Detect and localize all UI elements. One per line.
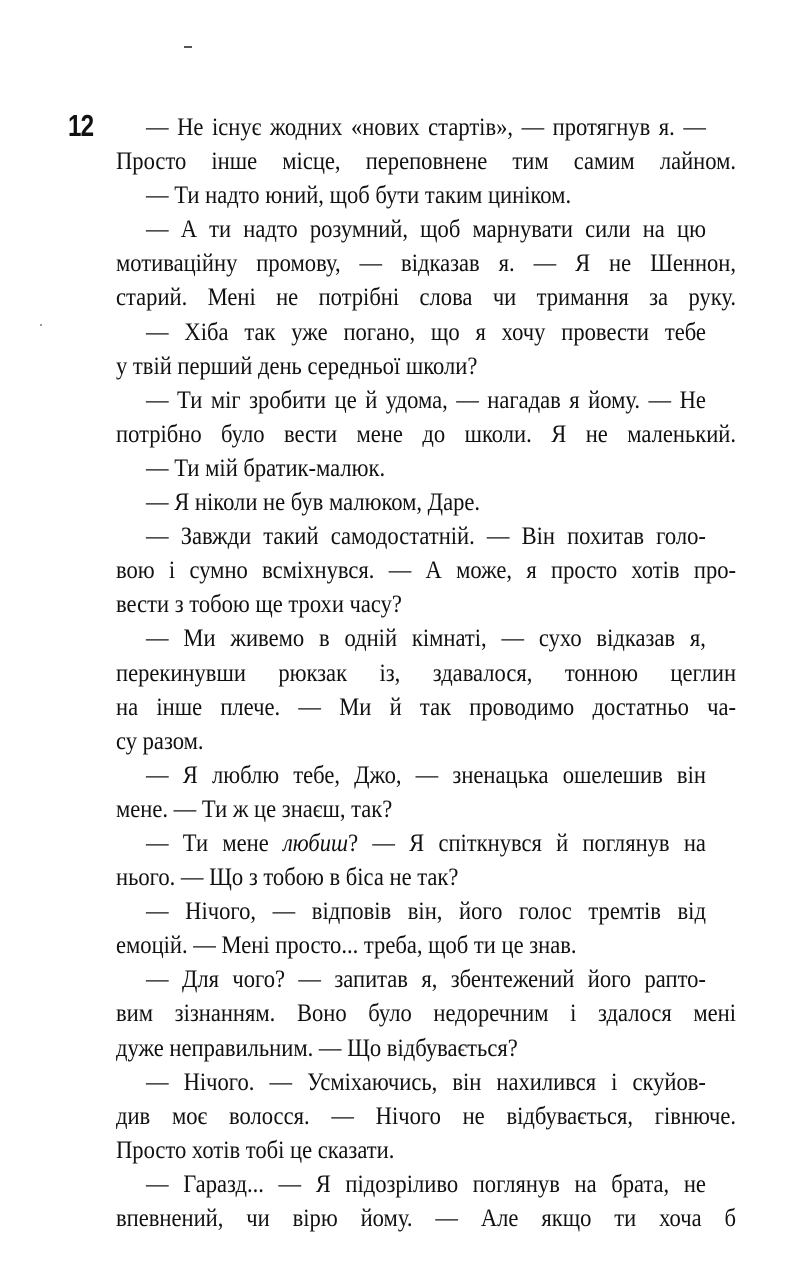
text-line <box>116 1065 736 1099</box>
text-line-content: — А ти надто розумний, щоб марнувати сили на цю <box>146 214 706 244</box>
text-line <box>116 553 736 587</box>
text-line <box>116 178 736 212</box>
text-line <box>116 1133 736 1167</box>
text-line <box>116 1031 736 1065</box>
text-line <box>116 1201 736 1235</box>
text-line <box>116 656 736 690</box>
text-run: — Ти мене <box>146 827 283 857</box>
text-line-content: — Нічого, — відповів він, його голос тремтів від <box>146 896 706 926</box>
text-line-content: су разом. <box>116 725 204 755</box>
text-line <box>116 792 736 826</box>
body-text <box>116 110 736 1235</box>
text-line <box>116 246 736 280</box>
text-line <box>116 996 736 1030</box>
text-line <box>116 690 736 724</box>
text-line-content: — Ти міг зробити це й удома, — нагадав я йому. — Не <box>146 384 706 414</box>
print-speck <box>40 324 42 326</box>
print-speck <box>184 46 192 48</box>
text-line-content: — Завжди такий самодостатній. — Він похитав голо- <box>146 521 706 551</box>
text-line-content: мене. — Ти ж це знаєш, так? <box>116 793 393 823</box>
text-line-content: мотиваційну промову, — відказав я. — Я не Шеннон, <box>116 248 737 278</box>
text-line-content: впевнений, чи вірю йому. — Але якщо ти хоча б <box>116 1203 737 1232</box>
text-line <box>116 417 736 451</box>
text-line <box>116 724 736 758</box>
text-line-content: Просто хотів тобі це сказати. <box>116 1134 395 1164</box>
text-line-content: дуже неправильним. — Що відбувається? <box>116 1032 518 1062</box>
text-line-content: емоцій. — Мені просто... треба, щоб ти це знав. <box>116 930 577 960</box>
text-line-content: — Я люблю тебе, Джо, — зненацька ошелешив він <box>146 759 706 789</box>
text-line-content: — Гаразд... — Я підозріливо поглянув на брата, не <box>146 1168 706 1198</box>
text-line-content: нього. — Що з тобою в біса не так? <box>116 862 459 892</box>
text-line-content <box>146 826 706 860</box>
text-line-content: потрібно було вести мене до школи. Я не маленький. <box>116 418 737 448</box>
text-line-content: на інше плече. — Ми й так проводимо достатньо ча- <box>116 691 737 721</box>
text-line-content: Просто інше місце, переповнене тим самим лайном. <box>116 146 737 176</box>
text-line-content: перекинувши рюкзак із, здавалося, тонною цеглин <box>116 657 737 687</box>
text-line-content: див моє волосся. — Нічого не відбувається, гівнюче. <box>116 1100 737 1130</box>
text-line-content: у твій перший день середньої школи? <box>116 350 478 380</box>
text-line <box>116 383 736 417</box>
text-line-content: — Хіба так уже погано, що я хочу провести тебе <box>146 316 706 346</box>
text-line-content: — Я ніколи не був малюком, Даре. <box>146 487 481 517</box>
text-run: ? — Я спіткнувся й поглянув на <box>348 827 706 857</box>
text-line-content: — Не існує жодних «нових стартів», — протягнув я. — <box>146 112 706 141</box>
text-line <box>116 485 736 519</box>
text-line <box>116 451 736 485</box>
text-line <box>116 349 736 383</box>
text-line-content: вою і сумно всміхнувся. — А може, я просто хотів про- <box>116 555 737 585</box>
text-line <box>116 928 736 962</box>
text-line <box>116 621 736 655</box>
text-line <box>116 894 736 928</box>
text-line <box>116 962 736 996</box>
text-line <box>116 1099 736 1133</box>
text-line <box>116 212 736 246</box>
text-line <box>116 587 736 621</box>
emphasis-run: любиш <box>282 827 349 857</box>
text-line <box>116 860 736 894</box>
text-line-content: — Для чого? — запитав я, збентежений його рапто- <box>146 964 706 994</box>
text-line <box>116 144 736 178</box>
text-line <box>116 758 736 792</box>
text-line <box>116 519 736 553</box>
text-line <box>116 280 736 314</box>
text-line <box>116 826 736 860</box>
text-line <box>116 1167 736 1201</box>
text-line-content: — Ми живемо в одній кімнаті, — сухо відказав я, <box>146 623 706 653</box>
text-line-content: — Ти надто юний, щоб бути таким циніком. <box>146 180 572 210</box>
text-line <box>116 315 736 349</box>
text-line-content: старий. Мені не потрібні слова чи тримання за руку. <box>116 282 737 312</box>
page-number: 12 <box>68 108 94 143</box>
text-line-content: — Нічого. — Усміхаючись, він нахилився і скуйов- <box>146 1066 706 1096</box>
text-line-content: вести з тобою ще трохи часу? <box>116 589 402 619</box>
text-line-content: — Ти мій братик-малюк. <box>146 452 386 482</box>
text-line-content: вим зізнанням. Воно було недоречним і здалося мені <box>116 998 737 1028</box>
text-line <box>116 110 736 144</box>
